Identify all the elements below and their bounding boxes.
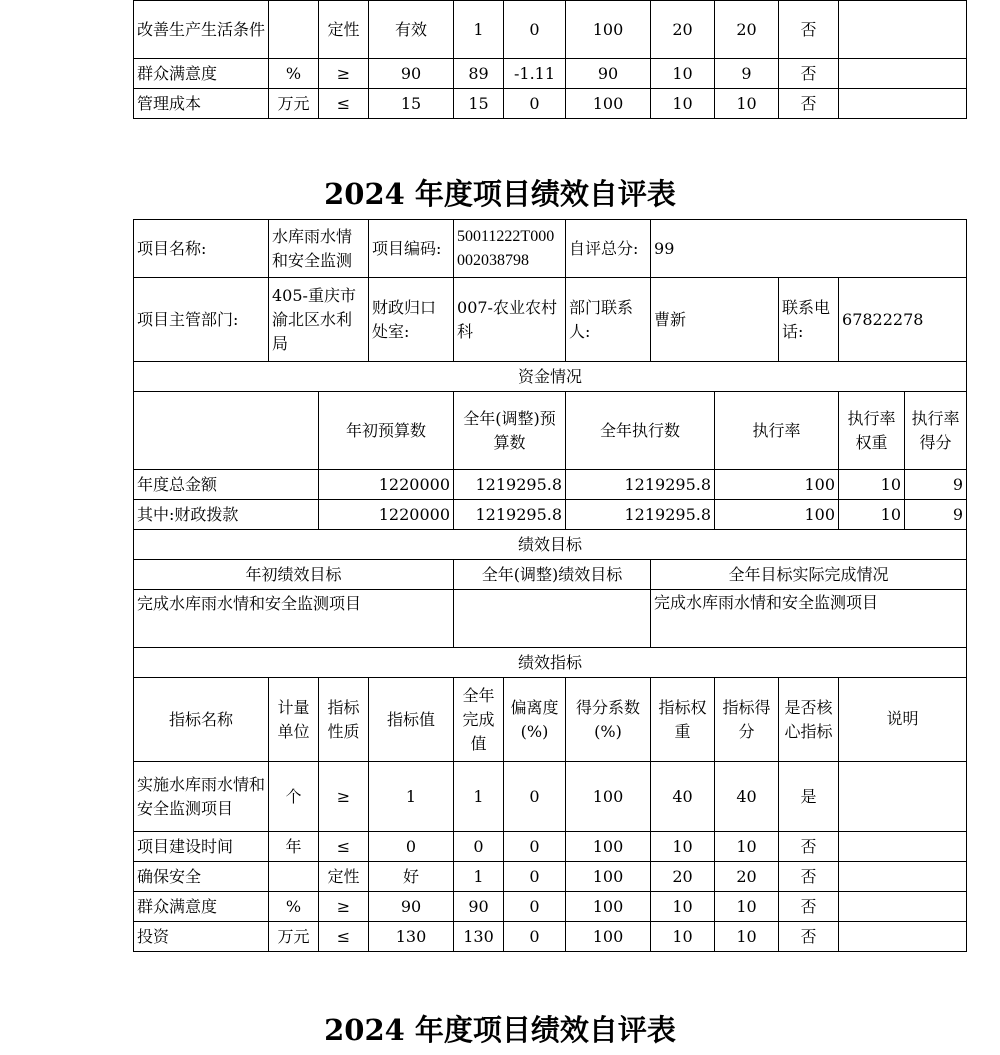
indicator-name: 确保安全 <box>134 862 269 892</box>
indicator-header: 说明 <box>839 678 967 762</box>
funds-rate: 100 <box>715 470 839 500</box>
indicator-score: 10 <box>715 922 779 952</box>
funds-row <box>134 470 967 500</box>
indicator-header: 全年完成值 <box>454 678 504 762</box>
indicator-nature: 定性 <box>319 1 369 59</box>
indicator-header: 指标得分 <box>715 678 779 762</box>
goal-adjusted <box>454 590 651 648</box>
project-code: 50011222T000002038798 <box>454 220 566 278</box>
indicator-core: 否 <box>779 862 839 892</box>
indicator-note <box>839 862 967 892</box>
funds-header-blank <box>134 392 319 470</box>
self-score-label: 自评总分: <box>566 220 651 278</box>
indicator-name: 项目建设时间 <box>134 832 269 862</box>
indicator-nature: ≤ <box>319 922 369 952</box>
indicator-actual: 90 <box>454 892 504 922</box>
funds-header: 执行率权重 <box>839 392 905 470</box>
indicator-target: 好 <box>369 862 454 892</box>
funds-executed: 1219295.8 <box>566 500 715 530</box>
phone: 67822278 <box>839 278 967 362</box>
indicator-weight: 10 <box>651 832 715 862</box>
indicator-unit: % <box>269 892 319 922</box>
indicator-target: 15 <box>369 89 454 119</box>
indicator-name: 实施水库雨水情和安全监测项目 <box>134 762 269 832</box>
goals-header: 全年(调整)绩效目标 <box>454 560 651 590</box>
indicator-target: 130 <box>369 922 454 952</box>
indicator-coef: 100 <box>566 1 651 59</box>
indicator-header: 指标值 <box>369 678 454 762</box>
indicators-section-title: 绩效指标 <box>134 648 967 678</box>
indicator-unit <box>269 1 319 59</box>
project-name: 水库雨水情和安全监测 <box>269 220 369 278</box>
indicator-note <box>839 59 967 89</box>
indicator-name: 投资 <box>134 922 269 952</box>
indicator-core: 否 <box>779 922 839 952</box>
indicator-nature: ≥ <box>319 59 369 89</box>
indicator-name: 群众满意度 <box>134 59 269 89</box>
indicator-actual: 15 <box>454 89 504 119</box>
indicator-header: 偏离度(%) <box>504 678 566 762</box>
indicator-weight: 10 <box>651 59 715 89</box>
indicator-weight: 10 <box>651 892 715 922</box>
phone-label: 联系电话: <box>779 278 839 362</box>
indicator-coef: 100 <box>566 762 651 832</box>
indicator-core: 否 <box>779 1 839 59</box>
indicator-score: 10 <box>715 89 779 119</box>
funds-label: 其中:财政拨款 <box>134 500 319 530</box>
goals-row <box>134 590 967 648</box>
section-header <box>134 530 967 560</box>
indicator-name: 群众满意度 <box>134 892 269 922</box>
indicator-score: 40 <box>715 762 779 832</box>
indicator-unit: 个 <box>269 762 319 832</box>
funds-rate: 100 <box>715 500 839 530</box>
indicator-note <box>839 832 967 862</box>
funds-section-title: 资金情况 <box>134 362 967 392</box>
indicator-coef: 100 <box>566 862 651 892</box>
indicators-header-row <box>134 678 967 762</box>
table-row <box>134 832 967 862</box>
indicator-score: 20 <box>715 862 779 892</box>
finance: 007-农业农村科 <box>454 278 566 362</box>
contact-label: 部门联系人: <box>566 278 651 362</box>
funds-header-row <box>134 392 967 470</box>
indicator-coef: 90 <box>566 59 651 89</box>
indicator-weight: 20 <box>651 862 715 892</box>
table-row <box>134 762 967 832</box>
indicator-note <box>839 89 967 119</box>
indicator-core: 否 <box>779 832 839 862</box>
funds-weight: 10 <box>839 470 905 500</box>
funds-header: 执行率 <box>715 392 839 470</box>
table-row <box>134 59 967 89</box>
goals-header-row <box>134 560 967 590</box>
indicator-coef: 100 <box>566 832 651 862</box>
funds-header: 全年执行数 <box>566 392 715 470</box>
table-row <box>134 862 967 892</box>
dept: 405-重庆市渝北区水利局 <box>269 278 369 362</box>
goals-section-title: 绩效目标 <box>134 530 967 560</box>
indicator-deviation: 0 <box>504 762 566 832</box>
self-evaluation-table <box>133 219 967 952</box>
indicator-header: 指标权重 <box>651 678 715 762</box>
indicator-note <box>839 1 967 59</box>
project-name-label: 项目名称: <box>134 220 269 278</box>
funds-weight: 10 <box>839 500 905 530</box>
funds-header: 全年(调整)预算数 <box>454 392 566 470</box>
indicator-unit: 万元 <box>269 922 319 952</box>
indicator-name: 管理成本 <box>134 89 269 119</box>
funds-header: 执行率得分 <box>905 392 967 470</box>
indicator-deviation: -1.11 <box>504 59 566 89</box>
indicator-core: 否 <box>779 59 839 89</box>
top-indicator-table <box>133 0 967 119</box>
indicator-deviation: 0 <box>504 1 566 59</box>
indicator-deviation: 0 <box>504 922 566 952</box>
indicator-target: 90 <box>369 892 454 922</box>
indicator-actual: 89 <box>454 59 504 89</box>
indicator-deviation: 0 <box>504 832 566 862</box>
goals-header: 年初绩效目标 <box>134 560 454 590</box>
indicator-header: 是否核心指标 <box>779 678 839 762</box>
goals-header: 全年目标实际完成情况 <box>651 560 967 590</box>
self-score: 99 <box>651 220 967 278</box>
indicator-actual: 1 <box>454 762 504 832</box>
section-header <box>134 648 967 678</box>
finance-label: 财政归口处室: <box>369 278 454 362</box>
indicator-actual: 1 <box>454 1 504 59</box>
indicator-actual: 0 <box>454 832 504 862</box>
indicator-weight: 10 <box>651 89 715 119</box>
indicator-nature: ≥ <box>319 892 369 922</box>
page-title: 2024 年度项目绩效自评表 <box>324 177 676 211</box>
indicator-header: 计量单位 <box>269 678 319 762</box>
indicator-note <box>839 892 967 922</box>
indicator-unit: 年 <box>269 832 319 862</box>
indicator-nature: ≥ <box>319 762 369 832</box>
contact: 曹新 <box>651 278 779 362</box>
indicator-target: 90 <box>369 59 454 89</box>
indicator-target: 1 <box>369 762 454 832</box>
funds-executed: 1219295.8 <box>566 470 715 500</box>
indicator-weight: 20 <box>651 1 715 59</box>
funds-header: 年初预算数 <box>319 392 454 470</box>
indicator-unit <box>269 862 319 892</box>
indicator-core: 否 <box>779 89 839 119</box>
section-header <box>134 362 967 392</box>
table-row <box>134 89 967 119</box>
funds-score: 9 <box>905 500 967 530</box>
indicator-header: 指标性质 <box>319 678 369 762</box>
funds-adjusted: 1219295.8 <box>454 470 566 500</box>
funds-adjusted: 1219295.8 <box>454 500 566 530</box>
funds-initial: 1220000 <box>319 470 454 500</box>
indicator-deviation: 0 <box>504 892 566 922</box>
indicator-target: 0 <box>369 832 454 862</box>
dept-label: 项目主管部门: <box>134 278 269 362</box>
goal-actual: 完成水库雨水情和安全监测项目 <box>651 590 967 648</box>
table-row <box>134 922 967 952</box>
indicator-unit: % <box>269 59 319 89</box>
funds-score: 9 <box>905 470 967 500</box>
project-code-label: 项目编码: <box>369 220 454 278</box>
indicator-actual: 1 <box>454 862 504 892</box>
indicator-note <box>839 922 967 952</box>
indicator-core: 否 <box>779 892 839 922</box>
indicator-score: 9 <box>715 59 779 89</box>
funds-row <box>134 500 967 530</box>
indicator-weight: 10 <box>651 922 715 952</box>
indicator-deviation: 0 <box>504 862 566 892</box>
indicator-score: 10 <box>715 892 779 922</box>
project-info-row <box>134 220 967 278</box>
indicator-target: 有效 <box>369 1 454 59</box>
goal-initial: 完成水库雨水情和安全监测项目 <box>134 590 454 648</box>
indicator-weight: 40 <box>651 762 715 832</box>
indicator-actual: 130 <box>454 922 504 952</box>
indicator-coef: 100 <box>566 922 651 952</box>
indicator-nature: ≤ <box>319 832 369 862</box>
indicator-deviation: 0 <box>504 89 566 119</box>
indicator-unit: 万元 <box>269 89 319 119</box>
project-info-row <box>134 278 967 362</box>
funds-initial: 1220000 <box>319 500 454 530</box>
indicator-core: 是 <box>779 762 839 832</box>
indicator-coef: 100 <box>566 892 651 922</box>
table-row <box>134 1 967 59</box>
indicator-name: 改善生产生活条件 <box>134 1 269 59</box>
table-row <box>134 892 967 922</box>
indicator-nature: ≤ <box>319 89 369 119</box>
indicator-note <box>839 762 967 832</box>
page-title: 2024 年度项目绩效自评表 <box>324 1013 676 1047</box>
funds-label: 年度总金额 <box>134 470 319 500</box>
indicator-nature: 定性 <box>319 862 369 892</box>
indicator-header: 指标名称 <box>134 678 269 762</box>
indicator-score: 20 <box>715 1 779 59</box>
indicator-coef: 100 <box>566 89 651 119</box>
indicator-header: 得分系数(%) <box>566 678 651 762</box>
indicator-score: 10 <box>715 832 779 862</box>
